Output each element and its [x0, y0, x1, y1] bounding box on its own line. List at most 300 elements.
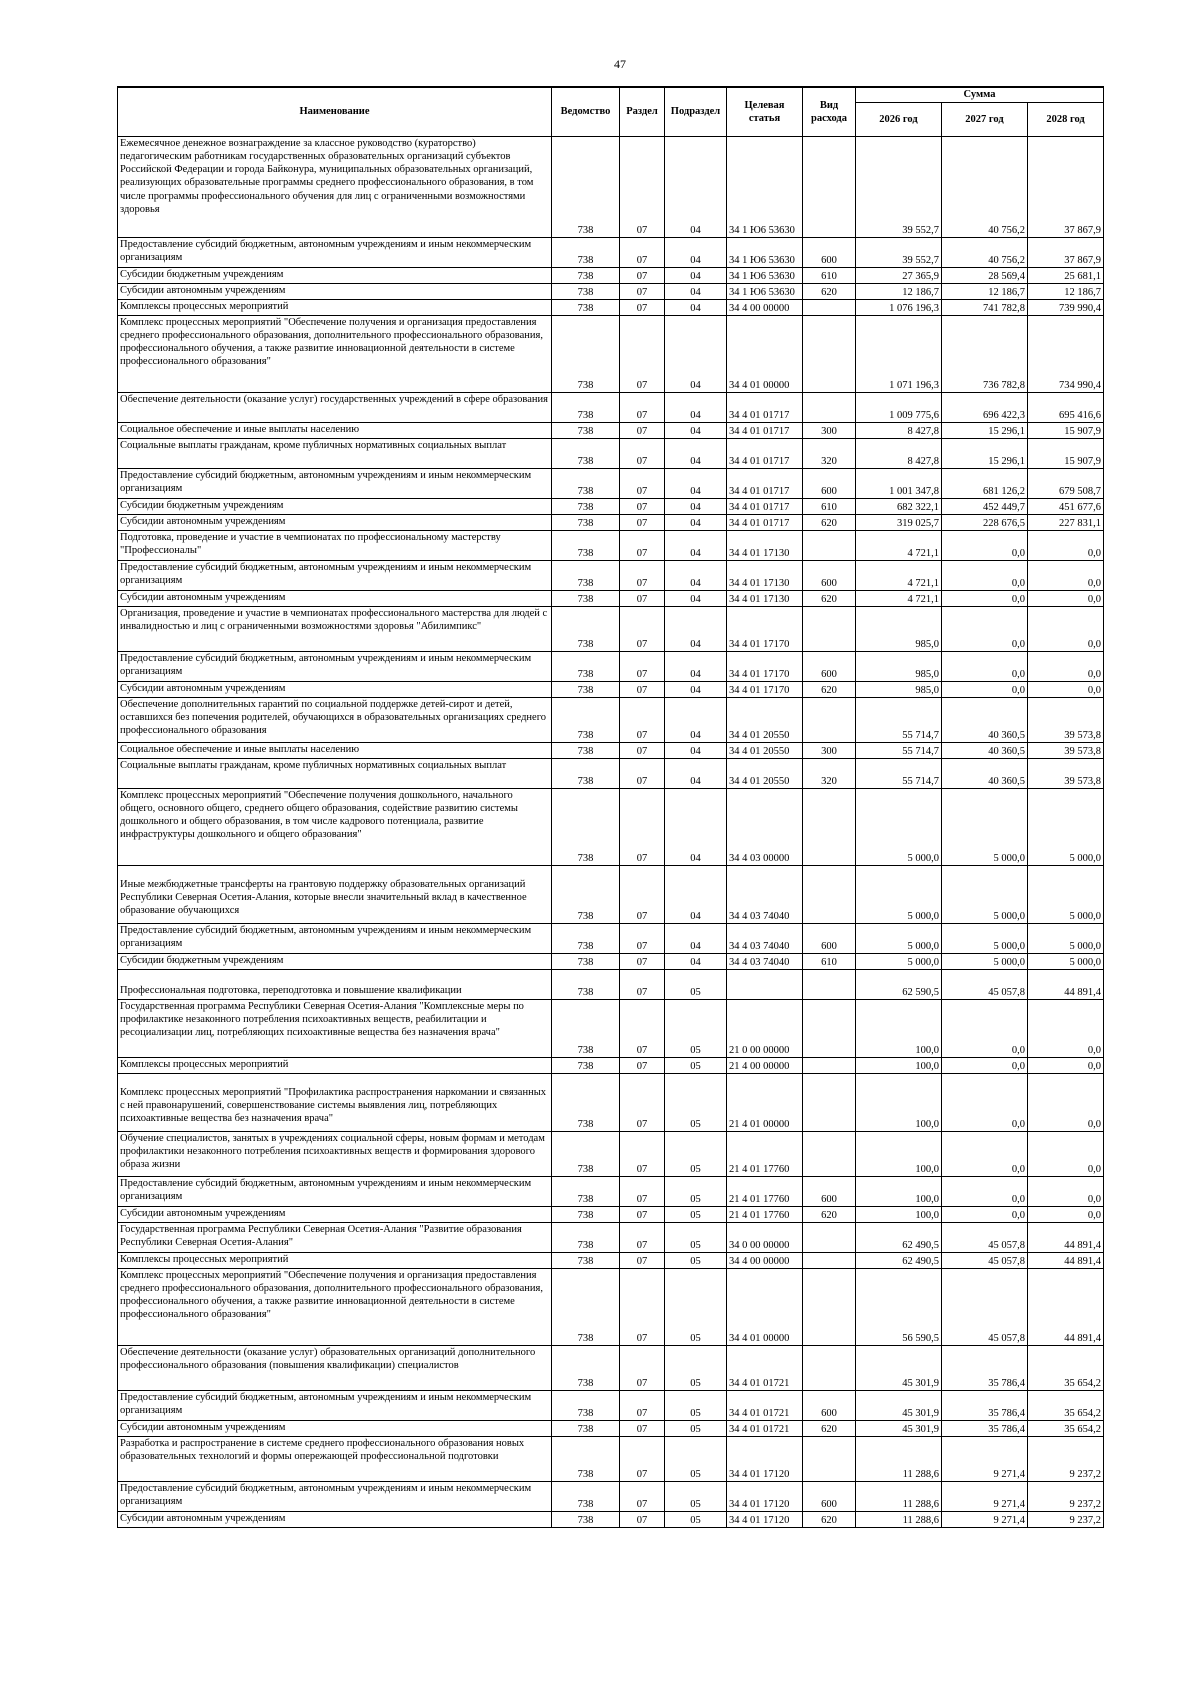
- table-row: [118, 607, 1104, 652]
- row-exp-type: [803, 1000, 856, 1058]
- row-subsection: 05: [665, 1000, 727, 1058]
- table-row: [118, 591, 1104, 607]
- row-target: 34 4 01 17120: [727, 1437, 803, 1482]
- header-year-2026: 2026 год: [856, 103, 942, 137]
- row-target: 34 4 01 01721: [727, 1421, 803, 1437]
- row-section: 07: [620, 1253, 665, 1269]
- row-name: Комплекс процессных мероприятий "Профилактика распространения наркомании и связанных с ней правонарушений, совершенствование системы выявления лиц, потребляющих психоактивные вещества без назначения врача": [118, 1074, 552, 1132]
- table-row: [118, 970, 1104, 1000]
- row-value-2026: 682 322,1: [856, 499, 942, 515]
- row-target: 34 4 01 01717: [727, 423, 803, 439]
- row-section: 07: [620, 300, 665, 316]
- table-row: [118, 1269, 1104, 1346]
- row-exp-type: 620: [803, 682, 856, 698]
- row-exp-type: [803, 1346, 856, 1391]
- row-section: 07: [620, 423, 665, 439]
- header-year-2028: 2028 год: [1028, 103, 1104, 137]
- row-value-2026: 4 721,1: [856, 561, 942, 591]
- row-dept: 738: [552, 866, 620, 924]
- table-row: [118, 1000, 1104, 1058]
- row-value-2026: 45 301,9: [856, 1391, 942, 1421]
- row-section: 07: [620, 743, 665, 759]
- table-row: [118, 924, 1104, 954]
- row-name: Организация, проведение и участие в чемпионатах профессионального мастерства для людей с инвалидностью и лиц с ограниченными возможностями здоровья "Абилимпикс": [118, 607, 552, 652]
- table-row: [118, 1482, 1104, 1512]
- row-value-2028: 44 891,4: [1028, 1269, 1104, 1346]
- table-row: [118, 439, 1104, 469]
- row-value-2027: 15 296,1: [942, 423, 1028, 439]
- row-target: 34 4 01 20550: [727, 698, 803, 743]
- row-exp-type: 600: [803, 1177, 856, 1207]
- row-value-2026: 100,0: [856, 1207, 942, 1223]
- row-value-2028: 15 907,9: [1028, 423, 1104, 439]
- row-name: Предоставление субсидий бюджетным, автономным учреждениям и иным некоммерческим организациям: [118, 1177, 552, 1207]
- header-target: Целевая статья: [727, 87, 803, 137]
- row-value-2027: 9 271,4: [942, 1437, 1028, 1482]
- table-row: [118, 1437, 1104, 1482]
- row-target: 34 4 01 01721: [727, 1346, 803, 1391]
- row-value-2026: 27 365,9: [856, 268, 942, 284]
- row-target: 34 4 03 74040: [727, 954, 803, 970]
- row-dept: 738: [552, 561, 620, 591]
- row-value-2027: 696 422,3: [942, 393, 1028, 423]
- row-value-2028: 15 907,9: [1028, 439, 1104, 469]
- table-row: [118, 682, 1104, 698]
- row-subsection: 04: [665, 607, 727, 652]
- row-value-2027: 40 360,5: [942, 743, 1028, 759]
- row-dept: 738: [552, 238, 620, 268]
- table-row: [118, 1223, 1104, 1253]
- row-exp-type: 620: [803, 1512, 856, 1528]
- row-subsection: 04: [665, 866, 727, 924]
- row-value-2028: 12 186,7: [1028, 284, 1104, 300]
- row-subsection: 04: [665, 137, 727, 238]
- row-target: 34 4 01 01717: [727, 469, 803, 499]
- row-subsection: 04: [665, 469, 727, 499]
- table-row: [118, 531, 1104, 561]
- row-section: 07: [620, 1269, 665, 1346]
- row-value-2028: 0,0: [1028, 652, 1104, 682]
- row-section: 07: [620, 1512, 665, 1528]
- table-row: [118, 866, 1104, 924]
- row-name: Разработка и распространение в системе среднего профессионального образования новых образовательных технологий и формы опережающей профессиональной подготовки: [118, 1437, 552, 1482]
- row-value-2026: 319 025,7: [856, 515, 942, 531]
- row-value-2027: 15 296,1: [942, 439, 1028, 469]
- row-section: 07: [620, 1391, 665, 1421]
- row-exp-type: 600: [803, 1391, 856, 1421]
- row-value-2026: 55 714,7: [856, 743, 942, 759]
- row-subsection: 05: [665, 1177, 727, 1207]
- row-value-2027: 5 000,0: [942, 866, 1028, 924]
- row-value-2026: 55 714,7: [856, 759, 942, 789]
- row-value-2027: 12 186,7: [942, 284, 1028, 300]
- row-dept: 738: [552, 268, 620, 284]
- row-value-2028: 227 831,1: [1028, 515, 1104, 531]
- row-name: Обеспечение деятельности (оказание услуг) государственных учреждений в сфере образования: [118, 393, 552, 423]
- row-value-2026: 5 000,0: [856, 924, 942, 954]
- row-subsection: 04: [665, 439, 727, 469]
- row-dept: 738: [552, 698, 620, 743]
- row-section: 07: [620, 591, 665, 607]
- row-value-2028: 35 654,2: [1028, 1421, 1104, 1437]
- row-value-2027: 0,0: [942, 652, 1028, 682]
- row-name: Субсидии автономным учреждениям: [118, 515, 552, 531]
- row-subsection: 05: [665, 1207, 727, 1223]
- row-value-2027: 741 782,8: [942, 300, 1028, 316]
- row-section: 07: [620, 924, 665, 954]
- row-subsection: 04: [665, 924, 727, 954]
- table-row: [118, 1346, 1104, 1391]
- row-section: 07: [620, 970, 665, 1000]
- row-value-2028: 39 573,8: [1028, 743, 1104, 759]
- row-value-2027: 5 000,0: [942, 924, 1028, 954]
- row-name: Комплексы процессных мероприятий: [118, 1253, 552, 1269]
- row-dept: 738: [552, 1421, 620, 1437]
- row-dept: 738: [552, 743, 620, 759]
- row-section: 07: [620, 607, 665, 652]
- row-target: 34 4 01 00000: [727, 1269, 803, 1346]
- row-value-2028: 0,0: [1028, 607, 1104, 652]
- row-name: Предоставление субсидий бюджетным, автономным учреждениям и иным некоммерческим организациям: [118, 652, 552, 682]
- row-value-2028: 0,0: [1028, 1207, 1104, 1223]
- row-exp-type: 620: [803, 1421, 856, 1437]
- row-subsection: 04: [665, 682, 727, 698]
- row-name: Комплекс процессных мероприятий "Обеспечение получения дошкольного, начального общего, основного общего, среднего общего образования, содействие развитию системы дошкольного и общего образования, в том числе кадрового потенциала, развитие инфраструктуры дошкольного и общего образования": [118, 789, 552, 866]
- row-exp-type: 620: [803, 284, 856, 300]
- row-target: 34 4 01 17170: [727, 652, 803, 682]
- row-name: Субсидии автономным учреждениям: [118, 1207, 552, 1223]
- row-name: Социальные выплаты гражданам, кроме публичных нормативных социальных выплат: [118, 439, 552, 469]
- table-row: [118, 300, 1104, 316]
- row-name: Иные межбюджетные трансферты на грантовую поддержку образовательных организаций Республики Северная Осетия-Алания, которые внесли значительный вклад в качественное образование обучающихся: [118, 866, 552, 924]
- row-subsection: 05: [665, 970, 727, 1000]
- row-subsection: 04: [665, 499, 727, 515]
- row-dept: 738: [552, 1074, 620, 1132]
- row-value-2028: 9 237,2: [1028, 1512, 1104, 1528]
- row-section: 07: [620, 1132, 665, 1177]
- row-dept: 738: [552, 1207, 620, 1223]
- row-exp-type: 610: [803, 268, 856, 284]
- row-subsection: 04: [665, 515, 727, 531]
- row-target: 34 4 01 00000: [727, 316, 803, 393]
- row-name: Предоставление субсидий бюджетным, автономным учреждениям и иным некоммерческим организациям: [118, 469, 552, 499]
- row-value-2026: 5 000,0: [856, 954, 942, 970]
- row-subsection: 04: [665, 268, 727, 284]
- row-dept: 738: [552, 137, 620, 238]
- row-value-2026: 11 288,6: [856, 1482, 942, 1512]
- row-section: 07: [620, 137, 665, 238]
- row-section: 07: [620, 1000, 665, 1058]
- row-value-2026: 100,0: [856, 1000, 942, 1058]
- table-row: [118, 423, 1104, 439]
- row-section: 07: [620, 682, 665, 698]
- row-value-2026: 5 000,0: [856, 866, 942, 924]
- row-name: Обучение специалистов, занятых в учреждениях социальной сферы, новым формам и методам профилактики незаконного потребления психоактивных веществ и формирования здорового образа жизни: [118, 1132, 552, 1177]
- row-section: 07: [620, 1346, 665, 1391]
- row-exp-type: 600: [803, 469, 856, 499]
- row-subsection: 05: [665, 1482, 727, 1512]
- row-value-2026: 1 001 347,8: [856, 469, 942, 499]
- row-target: 34 4 01 17120: [727, 1512, 803, 1528]
- table-row: [118, 1058, 1104, 1074]
- header-year-2027: 2027 год: [942, 103, 1028, 137]
- row-exp-type: 300: [803, 743, 856, 759]
- row-subsection: 05: [665, 1074, 727, 1132]
- row-section: 07: [620, 316, 665, 393]
- row-value-2026: 39 552,7: [856, 238, 942, 268]
- table-body: [118, 137, 1104, 1528]
- row-section: 07: [620, 866, 665, 924]
- row-value-2027: 5 000,0: [942, 954, 1028, 970]
- row-section: 07: [620, 268, 665, 284]
- row-dept: 738: [552, 499, 620, 515]
- row-value-2027: 35 786,4: [942, 1421, 1028, 1437]
- row-target: 21 0 00 00000: [727, 1000, 803, 1058]
- table-row: [118, 954, 1104, 970]
- row-value-2026: 39 552,7: [856, 137, 942, 238]
- row-name: Предоставление субсидий бюджетным, автономным учреждениям и иным некоммерческим организациям: [118, 1391, 552, 1421]
- row-value-2028: 0,0: [1028, 1000, 1104, 1058]
- row-dept: 738: [552, 970, 620, 1000]
- row-dept: 738: [552, 682, 620, 698]
- row-subsection: 04: [665, 954, 727, 970]
- row-subsection: 04: [665, 300, 727, 316]
- row-exp-type: [803, 1223, 856, 1253]
- header-sum: Сумма: [856, 87, 1104, 103]
- row-value-2027: 9 271,4: [942, 1512, 1028, 1528]
- row-value-2026: 62 590,5: [856, 970, 942, 1000]
- row-subsection: 04: [665, 789, 727, 866]
- row-name: Профессиональная подготовка, переподготовка и повышение квалификации: [118, 970, 552, 1000]
- row-value-2026: 985,0: [856, 652, 942, 682]
- header-exp-type: Вид расхода: [803, 87, 856, 137]
- row-target: 34 4 03 74040: [727, 866, 803, 924]
- row-subsection: 05: [665, 1391, 727, 1421]
- row-value-2028: 0,0: [1028, 561, 1104, 591]
- row-exp-type: 300: [803, 423, 856, 439]
- row-value-2028: 739 990,4: [1028, 300, 1104, 316]
- row-subsection: 04: [665, 393, 727, 423]
- row-exp-type: 600: [803, 1482, 856, 1512]
- row-value-2027: 452 449,7: [942, 499, 1028, 515]
- row-name: Предоставление субсидий бюджетным, автономным учреждениям и иным некоммерческим организациям: [118, 924, 552, 954]
- row-value-2026: 100,0: [856, 1132, 942, 1177]
- row-value-2027: 0,0: [942, 1132, 1028, 1177]
- table-row: [118, 515, 1104, 531]
- row-section: 07: [620, 954, 665, 970]
- row-section: 07: [620, 789, 665, 866]
- row-target: 34 4 01 01721: [727, 1391, 803, 1421]
- row-value-2028: 0,0: [1028, 1058, 1104, 1074]
- row-value-2027: 0,0: [942, 561, 1028, 591]
- row-section: 07: [620, 1437, 665, 1482]
- row-target: 21 4 01 17760: [727, 1177, 803, 1207]
- row-dept: 738: [552, 1269, 620, 1346]
- row-value-2027: 0,0: [942, 607, 1028, 652]
- page-number: 47: [614, 57, 626, 71]
- row-subsection: 05: [665, 1269, 727, 1346]
- row-subsection: 04: [665, 423, 727, 439]
- row-target: 34 1 Ю6 53630: [727, 238, 803, 268]
- row-value-2026: 11 288,6: [856, 1512, 942, 1528]
- row-exp-type: 620: [803, 591, 856, 607]
- row-value-2028: 44 891,4: [1028, 1253, 1104, 1269]
- row-name: Государственная программа Республики Северная Осетия-Алания "Комплексные меры по профилактике незаконного потребления психоактивных веществ, реабилитации и ресоциализации лиц, потребляющих психоактивные вещества без назначения врача": [118, 1000, 552, 1058]
- row-subsection: 04: [665, 698, 727, 743]
- row-value-2028: 5 000,0: [1028, 789, 1104, 866]
- row-dept: 738: [552, 1437, 620, 1482]
- row-subsection: 04: [665, 238, 727, 268]
- row-value-2026: 8 427,8: [856, 423, 942, 439]
- row-value-2027: 681 126,2: [942, 469, 1028, 499]
- row-exp-type: [803, 1058, 856, 1074]
- row-value-2026: 1 009 775,6: [856, 393, 942, 423]
- row-subsection: 05: [665, 1253, 727, 1269]
- table-row: [118, 268, 1104, 284]
- row-exp-type: [803, 300, 856, 316]
- row-target: 34 4 01 17170: [727, 682, 803, 698]
- row-target: 34 4 03 00000: [727, 789, 803, 866]
- row-value-2028: 0,0: [1028, 682, 1104, 698]
- table-row: [118, 137, 1104, 238]
- row-exp-type: 620: [803, 515, 856, 531]
- row-value-2028: 0,0: [1028, 1074, 1104, 1132]
- row-value-2026: 11 288,6: [856, 1437, 942, 1482]
- table-row: [118, 316, 1104, 393]
- row-target: 34 4 01 20550: [727, 759, 803, 789]
- row-target: 34 0 00 00000: [727, 1223, 803, 1253]
- row-value-2028: 39 573,8: [1028, 698, 1104, 743]
- table-row: [118, 499, 1104, 515]
- table-row: [118, 284, 1104, 300]
- row-subsection: 05: [665, 1437, 727, 1482]
- row-dept: 738: [552, 531, 620, 561]
- row-target: 34 4 01 17170: [727, 607, 803, 652]
- row-name: Ежемесячное денежное вознаграждение за классное руководство (кураторство) педагогическим работникам государственных образовательных организаций субъектов Российской Федерации и города Байконура, муниципальных образовательных организаций, реализующих образовательные программы среднего профессионального образования, в том числе программы профессионального обучения для лиц с ограниченными возможностями здоровья: [118, 137, 552, 238]
- header-dept: Ведомство: [552, 87, 620, 137]
- row-section: 07: [620, 1482, 665, 1512]
- row-value-2026: 985,0: [856, 682, 942, 698]
- row-target: 21 4 01 00000: [727, 1074, 803, 1132]
- row-exp-type: 600: [803, 561, 856, 591]
- row-value-2027: 45 057,8: [942, 970, 1028, 1000]
- row-value-2027: 45 057,8: [942, 1253, 1028, 1269]
- row-exp-type: 600: [803, 652, 856, 682]
- table-header: [118, 87, 1104, 137]
- row-exp-type: [803, 789, 856, 866]
- row-section: 07: [620, 1058, 665, 1074]
- header-section: Раздел: [620, 87, 665, 137]
- row-name: Субсидии автономным учреждениям: [118, 591, 552, 607]
- row-name: Социальные выплаты гражданам, кроме публичных нормативных социальных выплат: [118, 759, 552, 789]
- row-subsection: 05: [665, 1058, 727, 1074]
- row-value-2026: 100,0: [856, 1177, 942, 1207]
- row-target: 34 1 Ю6 53630: [727, 268, 803, 284]
- row-subsection: 04: [665, 284, 727, 300]
- row-dept: 738: [552, 393, 620, 423]
- table-row: [118, 393, 1104, 423]
- row-value-2026: 100,0: [856, 1074, 942, 1132]
- row-dept: 738: [552, 300, 620, 316]
- row-target: 34 4 01 17130: [727, 591, 803, 607]
- row-value-2027: 35 786,4: [942, 1391, 1028, 1421]
- row-value-2027: 40 360,5: [942, 759, 1028, 789]
- row-exp-type: [803, 1132, 856, 1177]
- table-row: [118, 1207, 1104, 1223]
- row-target: 34 4 00 00000: [727, 1253, 803, 1269]
- row-name: Подготовка, проведение и участие в чемпионатах по профессиональному мастерству "Профессионалы": [118, 531, 552, 561]
- row-name: Субсидии автономным учреждениям: [118, 682, 552, 698]
- row-value-2028: 5 000,0: [1028, 866, 1104, 924]
- row-value-2026: 1 076 196,3: [856, 300, 942, 316]
- table-row: [118, 698, 1104, 743]
- row-target: 21 4 01 17760: [727, 1132, 803, 1177]
- row-exp-type: [803, 607, 856, 652]
- table-row: [118, 743, 1104, 759]
- table-row: [118, 238, 1104, 268]
- row-name: Комплекс процессных мероприятий "Обеспечение получения и организация предоставления среднего профессионального образования, дополнительного профессионального образования, профессионального обучения, а также развитие инновационной деятельности в системе профессионального образования": [118, 1269, 552, 1346]
- row-section: 07: [620, 469, 665, 499]
- row-name: Предоставление субсидий бюджетным, автономным учреждениям и иным некоммерческим организациям: [118, 561, 552, 591]
- row-value-2026: 5 000,0: [856, 789, 942, 866]
- row-target: 34 4 01 17120: [727, 1482, 803, 1512]
- row-name: Субсидии бюджетным учреждениям: [118, 954, 552, 970]
- row-value-2026: 4 721,1: [856, 591, 942, 607]
- row-dept: 738: [552, 1132, 620, 1177]
- row-dept: 738: [552, 515, 620, 531]
- row-value-2027: 9 271,4: [942, 1482, 1028, 1512]
- table-row: [118, 1253, 1104, 1269]
- row-value-2028: 9 237,2: [1028, 1437, 1104, 1482]
- row-name: Комплексы процессных мероприятий: [118, 300, 552, 316]
- row-value-2027: 45 057,8: [942, 1223, 1028, 1253]
- table-row: [118, 759, 1104, 789]
- row-section: 07: [620, 1421, 665, 1437]
- row-dept: 738: [552, 759, 620, 789]
- row-value-2028: 35 654,2: [1028, 1391, 1104, 1421]
- row-target: 34 4 01 01717: [727, 515, 803, 531]
- row-exp-type: [803, 1269, 856, 1346]
- row-value-2028: 35 654,2: [1028, 1346, 1104, 1391]
- row-dept: 738: [552, 1391, 620, 1421]
- table-row: [118, 1074, 1104, 1132]
- row-subsection: 05: [665, 1421, 727, 1437]
- row-value-2026: 985,0: [856, 607, 942, 652]
- row-subsection: 05: [665, 1132, 727, 1177]
- row-subsection: 04: [665, 759, 727, 789]
- row-value-2028: 451 677,6: [1028, 499, 1104, 515]
- row-section: 07: [620, 284, 665, 300]
- row-section: 07: [620, 393, 665, 423]
- row-dept: 738: [552, 1000, 620, 1058]
- row-value-2028: 695 416,6: [1028, 393, 1104, 423]
- row-section: 07: [620, 515, 665, 531]
- row-dept: 738: [552, 591, 620, 607]
- row-value-2027: 736 782,8: [942, 316, 1028, 393]
- row-dept: 738: [552, 652, 620, 682]
- row-name: Предоставление субсидий бюджетным, автономным учреждениям и иным некоммерческим организациям: [118, 238, 552, 268]
- row-value-2028: 39 573,8: [1028, 759, 1104, 789]
- row-name: Субсидии автономным учреждениям: [118, 1421, 552, 1437]
- row-exp-type: [803, 393, 856, 423]
- row-value-2026: 55 714,7: [856, 698, 942, 743]
- row-subsection: 05: [665, 1223, 727, 1253]
- row-dept: 738: [552, 1058, 620, 1074]
- row-target: 34 1 Ю6 53630: [727, 284, 803, 300]
- row-value-2027: 5 000,0: [942, 789, 1028, 866]
- row-dept: 738: [552, 1177, 620, 1207]
- row-value-2026: 56 590,5: [856, 1269, 942, 1346]
